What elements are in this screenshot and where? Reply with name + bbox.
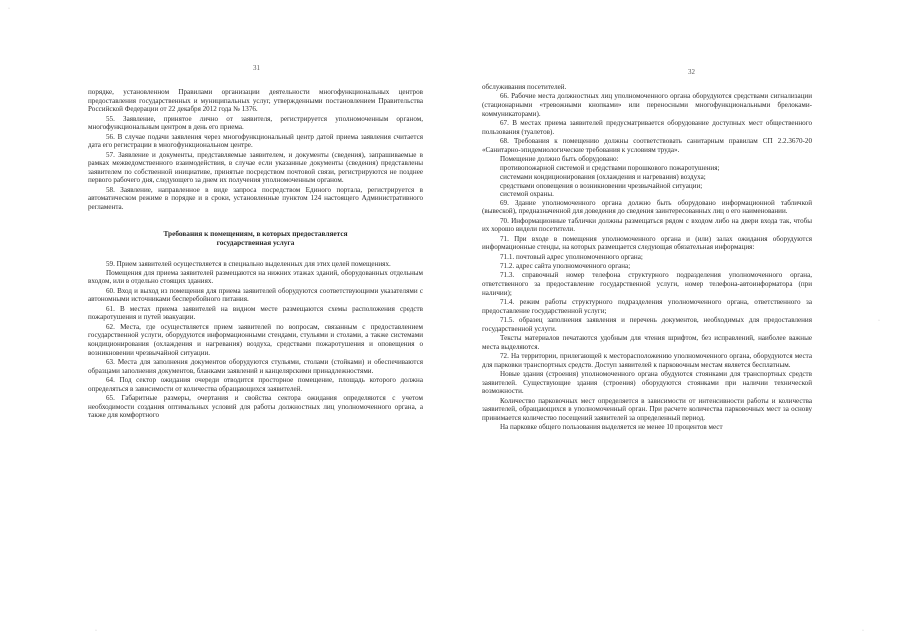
list-item: средствами оповещения о возникновении чрезвычайной ситуации; xyxy=(500,181,703,190)
text-column-left xyxy=(88,88,423,421)
paragraph: 68. Требования к помещению должны соответствовать санитарным правилам СП 2.2.3670-20 «Санитарно-эпидемиологические требования к условиям труда». xyxy=(482,136,812,154)
page-32 xyxy=(452,0,905,640)
section-heading-line1: Требования к помещениям, в которых предоставляется xyxy=(163,228,348,238)
paragraph: 71.3. справочный номер телефона структурного подразделения уполномоченного органа, ответственного за предоставление государственной услуги, номер телефона-автоинформатора (при наличии); xyxy=(482,271,812,297)
list-item: системами кондиционирования (охлаждения и нагревания) воздуха; xyxy=(500,172,706,181)
paragraph: Количество парковочных мест определяется в зависимости от интенсивности работы и количества заявителей, обращающихся в уполномоченный орган. При расчете количества парковочных мест за основу принимается количество посещений заявителей за определенный период. xyxy=(482,396,812,422)
paragraph: 56. В случае подачи заявления через многофункциональный центр датой приема заявления считается дата его регистрации в многофункциональном центре. xyxy=(88,132,423,150)
paragraph: 65. Габаритные размеры, очертания и свойства сектора ожидания определяются с учетом необходимости создания оптимальных условий для работы должностных лиц уполномоченного органа, а также для комфортного xyxy=(88,393,423,420)
paragraph: 64. Под сектор ожидания очереди отводится просторное помещение, площадь которого должна определяться в зависимости от количества обращающихся заявителей. xyxy=(88,376,423,393)
paragraph: 71.5. образец заполнения заявления и перечень документов, необходимых для предоставления государственной услуги. xyxy=(482,316,812,333)
scan-speck: · xyxy=(8,6,10,12)
text-column-right xyxy=(482,83,812,433)
paragraph: Помещение должно быть оборудовано: xyxy=(500,154,619,163)
paragraph: 70. Информационные таблички должны размещаться рядом с входом либо на двери входа так, чтобы их хорошо видели посетители. xyxy=(482,216,812,234)
paragraph: На парковке общего пользования выделяется не менее 10 процентов мест xyxy=(500,423,723,432)
scan-speck: · xyxy=(878,318,880,324)
section-heading xyxy=(88,229,423,247)
paragraph: 72. На территории, прилегающей к месторасположению уполномоченного органа, оборудуются места для парковки транспортных средств. Доступ заявителей к парковочным местам является бесплатным. xyxy=(482,351,812,369)
paragraph: 66. Рабочие места должностных лиц уполномоченного органа оборудуются средствами сигнализации (стационарными «тревожными кнопками» или переносными многофункциональными брелоками-коммуникаторами). xyxy=(482,92,812,118)
paragraph: обслуживания посетителей. xyxy=(482,83,567,91)
page-31 xyxy=(0,0,452,640)
list-item: системой охраны. xyxy=(500,190,554,199)
paragraph: 57. Заявление и документы, представляемые заявителем, и документы (сведения), запрашиваемые в рамках межведомственного взаимодействия, в случае если указанные документы (сведения) представлены заявителем по собственной инициативе, принятые посредством почтовой связи, регистрируются не позднее первого рабочего дня, следующего за днем их получения уполномоченным органом. xyxy=(88,150,423,185)
paragraph: 71.1. почтовый адрес уполномоченного органа; xyxy=(500,252,643,261)
scan-speck: · xyxy=(95,628,97,634)
scan-speck: · xyxy=(862,628,864,634)
paragraph: 67. В местах приема заявителей предусматривается оборудование доступных мест общественного пользования (туалетов). xyxy=(482,118,812,136)
list-item: противопожарной системой и средствами порошкового пожаротушения; xyxy=(500,164,720,173)
paragraph: 71.4. режим работы структурного подразделения уполномоченного органа, ответственного за предоставление государственной услуги; xyxy=(482,298,812,315)
paragraph: 71.2. адрес сайта уполномоченного органа; xyxy=(500,262,631,271)
paragraph: Тексты материалов печатаются удобным для чтения шрифтом, без исправлений, наиболее важные места выделяются. xyxy=(482,333,812,351)
section-heading-line2: государственная услуга xyxy=(216,237,295,247)
paragraph: Помещения для приема заявителей размещаются на нижних этажах зданий, оборудованных отдельным входом, или в отдельно стоящих зданиях. xyxy=(88,268,423,286)
page-number: 31 xyxy=(253,64,260,72)
paragraph: 62. Места, где осуществляется прием заявителей по вопросам, связанным с предоставлением государственной услуги, оборудуются информационными стендами, стульями и столами, а также системами кондиционирования (охлаждения и нагревания) воздуха, средствами пожаротушения и оповещения о возникновении чрезвычайной ситуации. xyxy=(88,322,423,357)
paragraph: 55. Заявление, принятое лично от заявителя, регистрируется уполномоченным органом, многофункциональным центром в день его приема. xyxy=(88,114,423,132)
paragraph: 63. Места для заполнения документов оборудуются стульями, столами (стойками) и обеспечиваются образцами заполнения документов, бланками заявлений и канцелярскими принадлежностями. xyxy=(88,358,423,375)
paragraph: 61. В местах приема заявителей на видном месте размещаются схемы расположения средств пожаротушения и путей эвакуации. xyxy=(88,304,423,322)
paragraph: 60. Вход и выход из помещения для приема заявителей оборудуются соответствующими указателями с автономными источниками бесперебойного питания. xyxy=(88,286,423,304)
paragraph: 58. Заявление, направленное в виде запроса посредством Единого портала, регистрируется в автоматическом режиме в порядке и в сроки, установленные пунктом 124 настоящего Административного регламента. xyxy=(88,185,423,211)
paragraph: Новые здания (строения) уполномоченного органа обудуются стоянками для транспортных средств заявителей. Существующие здания (строения) оборудуются стоянками при наличии технической возможности. xyxy=(482,369,812,396)
page-number: 32 xyxy=(688,68,695,76)
paragraph: 59. Прием заявителей осуществляется в специально выделенных для этих целей помещениях. xyxy=(106,259,391,268)
paragraph: 71. При входе в помещения уполномоченного органа и (или) залах ожидания оборудуются информационные стенды, на которых размещается следующая обязательная информация: xyxy=(482,234,812,252)
paragraph: порядке, установленном Правилами организации деятельности многофункциональных центров предоставления государственных и муниципальных услуг, утвержденными постановлением Правительства Российской Федерации от 22 декабря 2012 года № 1376. xyxy=(88,88,423,114)
paragraph: 69. Здание уполномоченного органа должно быть оборудовано информационной табличкой (вывеской), предназначенной для доведения до сведения заинтересованных лиц о его наименовании. xyxy=(482,198,812,216)
